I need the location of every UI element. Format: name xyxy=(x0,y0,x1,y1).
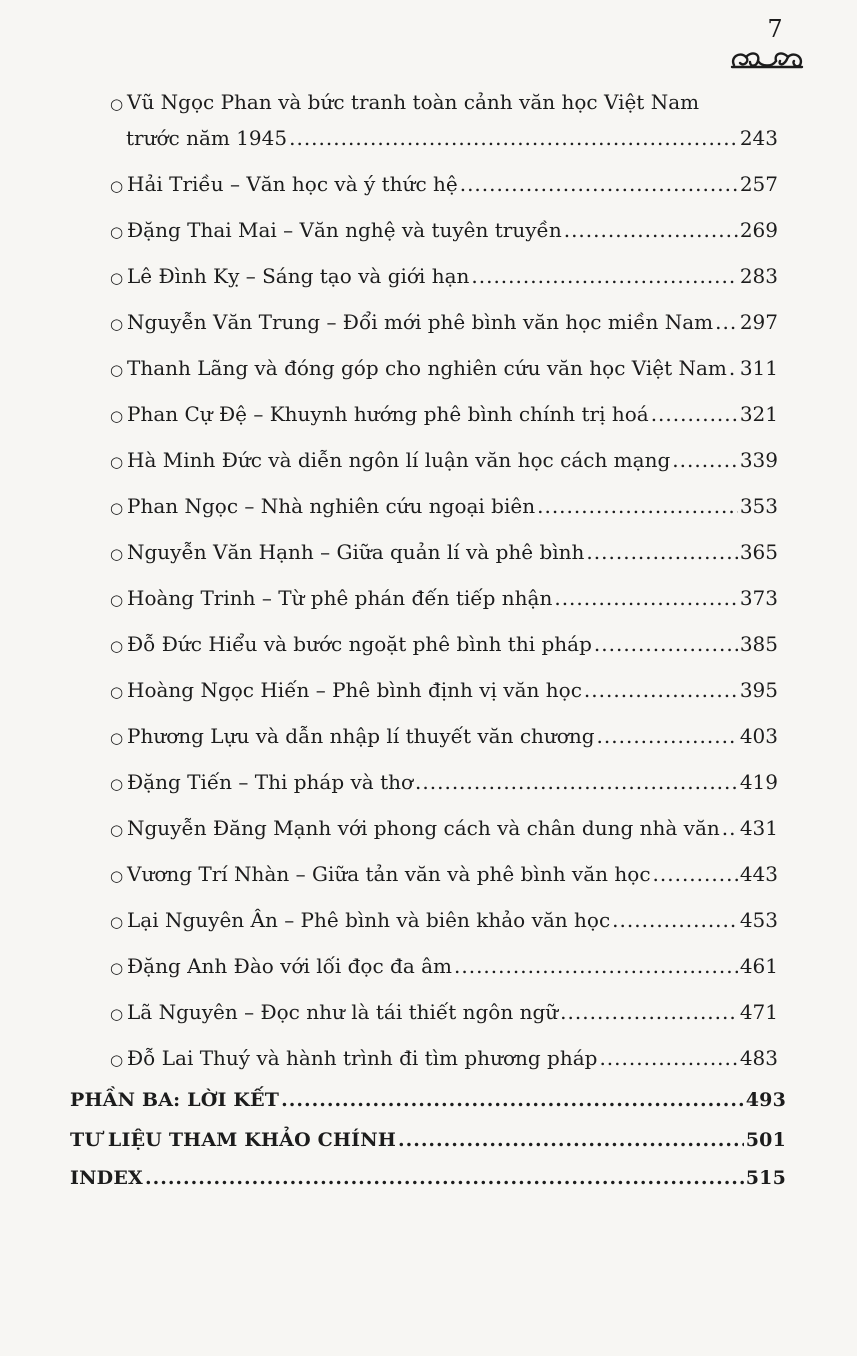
entry-title: Nguyễn Đăng Mạnh với phong cách và chân dung nhà văn xyxy=(127,816,720,840)
part-page: 515 xyxy=(745,1167,786,1189)
dot-leader xyxy=(612,906,738,934)
toc-part-entry[interactable] xyxy=(70,1126,786,1154)
toc-entry[interactable] xyxy=(110,354,778,384)
part-page: 501 xyxy=(745,1129,786,1151)
dot-leader xyxy=(586,538,737,566)
entry-page: 443 xyxy=(739,862,778,886)
toc-entry-first-line xyxy=(110,88,699,118)
dot-leader xyxy=(415,768,738,796)
bullet-icon: ○ xyxy=(110,913,124,931)
bullet-icon: ○ xyxy=(110,223,124,241)
entry-page: 353 xyxy=(739,494,778,518)
dot-leader xyxy=(145,1164,744,1192)
bullet-icon: ○ xyxy=(110,775,124,793)
toc-entry[interactable] xyxy=(110,630,778,660)
bullet-icon: ○ xyxy=(110,361,124,379)
toc-entry[interactable] xyxy=(110,262,778,292)
toc-entry[interactable] xyxy=(110,170,778,200)
toc-entry[interactable] xyxy=(110,584,778,614)
page-number: 7 xyxy=(767,15,783,43)
toc-entry[interactable] xyxy=(110,676,778,706)
part-title: PHẦN BA: LỜI KẾT xyxy=(70,1089,280,1111)
dot-leader xyxy=(653,860,738,888)
entry-page: 373 xyxy=(739,586,778,610)
entry-page: 461 xyxy=(739,954,778,978)
toc-entry[interactable] xyxy=(110,860,778,890)
entry-title: Đỗ Lai Thuý và hành trình đi tìm phương pháp xyxy=(127,1046,598,1070)
entry-title: trước năm 1945 xyxy=(126,126,288,150)
dot-leader xyxy=(672,446,738,474)
entry-page: 453 xyxy=(739,908,778,932)
entry-title: Đỗ Đức Hiểu và bước ngoặt phê bình thi pháp xyxy=(127,632,592,656)
toc-entry[interactable] xyxy=(110,446,778,476)
entry-page: 395 xyxy=(739,678,778,702)
entry-page: 419 xyxy=(739,770,778,794)
entry-page: 311 xyxy=(739,356,778,380)
entry-title: Hoàng Ngọc Hiến – Phê bình định vị văn học xyxy=(127,678,582,702)
bullet-icon: ○ xyxy=(110,683,124,701)
part-title: TƯ LIỆU THAM KHẢO CHÍNH xyxy=(70,1129,396,1151)
entry-title: Vương Trí Nhàn – Giữa tản văn và phê bình văn học xyxy=(127,862,651,886)
entry-page: 257 xyxy=(739,172,778,196)
dot-leader xyxy=(289,124,738,152)
bullet-icon: ○ xyxy=(110,453,124,471)
dot-leader xyxy=(599,1044,737,1072)
entry-page: 321 xyxy=(739,402,778,426)
dot-leader xyxy=(594,630,738,658)
dot-leader xyxy=(460,170,738,198)
toc-entry[interactable] xyxy=(110,906,778,936)
dot-leader xyxy=(471,262,737,290)
entry-title: Hà Minh Đức và diễn ngôn lí luận văn học cách mạng xyxy=(127,448,671,472)
bullet-icon: ○ xyxy=(110,545,124,563)
dot-leader xyxy=(454,952,738,980)
bullet-icon: ○ xyxy=(110,177,124,195)
bullet-icon: ○ xyxy=(110,867,124,885)
toc-part-entry[interactable] xyxy=(70,1086,786,1114)
entry-title: Lã Nguyên – Đọc như là tái thiết ngôn ngữ xyxy=(127,1000,559,1024)
toc-entry[interactable] xyxy=(110,952,778,982)
bullet-icon: ○ xyxy=(110,499,124,517)
toc-entry[interactable] xyxy=(110,722,778,752)
toc-entry[interactable] xyxy=(126,124,778,152)
toc-entry[interactable] xyxy=(110,308,778,338)
bullet-icon: ○ xyxy=(110,591,124,609)
bullet-icon: ○ xyxy=(110,959,124,977)
entry-title: Đặng Tiến – Thi pháp và thơ xyxy=(127,770,414,794)
bullet-icon: ○ xyxy=(110,269,124,287)
dot-leader xyxy=(722,814,738,842)
dot-leader xyxy=(729,354,738,382)
entry-page: 339 xyxy=(739,448,778,472)
dot-leader xyxy=(584,676,738,704)
dot-leader xyxy=(398,1126,744,1154)
entry-title: Thanh Lãng và đóng góp cho nghiên cứu văn học Việt Nam xyxy=(127,356,727,380)
toc-entry[interactable] xyxy=(110,216,778,246)
toc-entry[interactable] xyxy=(110,814,778,844)
entry-title: Phan Cự Đệ – Khuynh hướng phê bình chính trị hoá xyxy=(127,402,649,426)
part-title: INDEX xyxy=(70,1167,143,1189)
entry-page: 431 xyxy=(739,816,778,840)
entry-title-line1: Vũ Ngọc Phan và bức tranh toàn cảnh văn học Việt Nam xyxy=(127,90,700,114)
dot-leader xyxy=(560,998,738,1026)
entry-page: 483 xyxy=(739,1046,778,1070)
entry-page: 385 xyxy=(739,632,778,656)
ornament-icon xyxy=(728,47,806,73)
dot-leader xyxy=(281,1086,744,1114)
toc-entry[interactable] xyxy=(110,1044,778,1074)
bullet-icon: ○ xyxy=(110,407,124,425)
entry-page: 365 xyxy=(739,540,778,564)
dot-leader xyxy=(564,216,738,244)
entry-title: Nguyễn Văn Trung – Đổi mới phê bình văn học miền Nam xyxy=(127,310,714,334)
bullet-icon: ○ xyxy=(110,637,124,655)
entry-title: Đặng Thai Mai – Văn nghệ và tuyên truyền xyxy=(127,218,562,242)
bullet-icon: ○ xyxy=(110,315,124,333)
toc-part-entry[interactable] xyxy=(70,1164,786,1192)
dot-leader xyxy=(715,308,738,336)
entry-page: 297 xyxy=(739,310,778,334)
bullet-icon: ○ xyxy=(110,821,124,839)
bullet-icon: ○ xyxy=(110,729,124,747)
entry-title: Lê Đình Kỵ – Sáng tạo và giới hạn xyxy=(127,264,470,288)
toc-entry[interactable] xyxy=(110,400,778,430)
entry-page: 243 xyxy=(739,126,778,150)
bullet-icon: ○ xyxy=(110,1005,124,1023)
entry-page: 269 xyxy=(739,218,778,242)
toc-entry[interactable] xyxy=(110,538,778,568)
bullet-icon: ○ xyxy=(110,1051,124,1069)
entry-page: 283 xyxy=(739,264,778,288)
entry-page: 471 xyxy=(739,1000,778,1024)
entry-page: 403 xyxy=(739,724,778,748)
entry-title: Hải Triều – Văn học và ý thức hệ xyxy=(127,172,458,196)
toc-entry[interactable] xyxy=(110,768,778,798)
dot-leader xyxy=(597,722,738,750)
dot-leader xyxy=(537,492,738,520)
bullet-icon: ○ xyxy=(110,95,124,113)
dot-leader xyxy=(554,584,737,612)
entry-title: Phương Lựu và dẫn nhập lí thuyết văn chương xyxy=(127,724,595,748)
entry-title: Phan Ngọc – Nhà nghiên cứu ngoại biên xyxy=(127,494,536,518)
dot-leader xyxy=(651,400,738,428)
part-page: 493 xyxy=(745,1089,786,1111)
entry-title: Nguyễn Văn Hạnh – Giữa quản lí và phê bình xyxy=(127,540,585,564)
toc-entry[interactable] xyxy=(110,492,778,522)
entry-title: Hoàng Trinh – Từ phê phán đến tiếp nhận xyxy=(127,586,553,610)
entry-title: Đặng Anh Đào với lối đọc đa âm xyxy=(127,954,452,978)
entry-title: Lại Nguyên Ân – Phê bình và biên khảo văn học xyxy=(127,908,611,932)
toc-entry[interactable] xyxy=(110,998,778,1028)
